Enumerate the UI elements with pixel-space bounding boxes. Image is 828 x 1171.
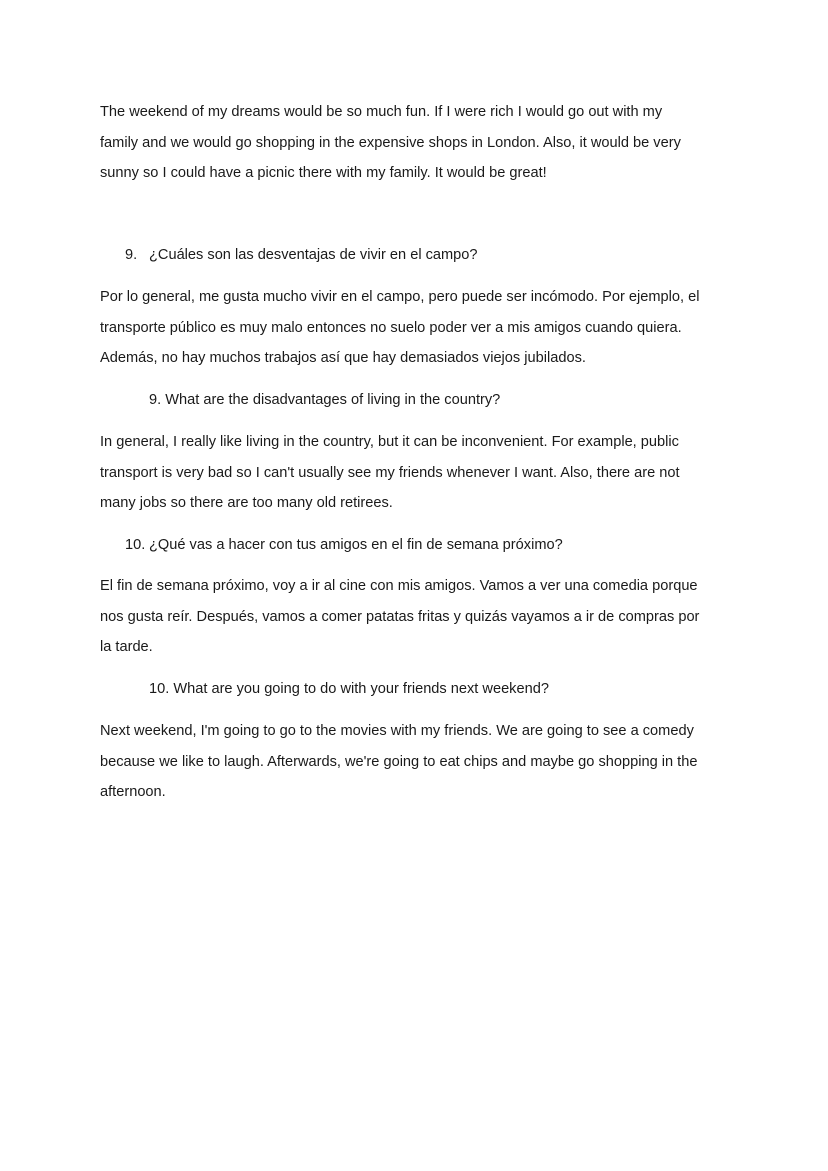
text-line: many jobs so there are too many old retirees.: [100, 495, 393, 511]
question-text: ¿Cuáles son las desventajas de vivir en el campo?: [149, 247, 478, 263]
text-line: afternoon.: [100, 784, 166, 800]
text-line: nos gusta reír. Después, vamos a comer patatas fritas y quizás vayamos a ir de compras por: [100, 608, 700, 625]
text-line: In general, I really like living in the country, but it can be inconvenient. For example, public: [100, 434, 679, 450]
answer-10-english: [100, 716, 740, 808]
intro-paragraph: [100, 97, 740, 189]
question-9-spanish: [125, 245, 478, 265]
text-line: Next weekend, I'm going to go to the movies with my friends. We are going to see a comedy: [100, 723, 694, 739]
question-text: ¿Qué vas a hacer con tus amigos en el fin de semana próximo?: [149, 537, 563, 553]
question-number: 10.: [125, 537, 146, 553]
text-line: transporte público es muy malo entonces no suelo poder ver a mis amigos cuando quiera.: [100, 319, 682, 336]
question-9-english: 9. What are the disadvantages of living in the country?: [149, 392, 501, 408]
question-number: 9.: [125, 247, 138, 263]
answer-10-spanish: [100, 571, 740, 663]
answer-9-spanish: [100, 282, 740, 374]
text-line: family and we would go shopping in the expensive shops in London. Also, it would be very: [100, 134, 681, 151]
text-line: transport is very bad so I can't usually see my friends whenever I want. Also, there are not: [100, 464, 680, 481]
text-line: sunny so I could have a picnic there with my family. It would be great!: [100, 165, 547, 181]
text-line: la tarde.: [100, 639, 153, 655]
text-line: Además, no hay muchos trabajos así que hay demasiados viejos jubilados.: [100, 350, 586, 366]
text-line: The weekend of my dreams would be so much fun. If I were rich I would go out with my: [100, 104, 663, 120]
question-10-english: 10. What are you going to do with your friends next weekend?: [149, 681, 549, 697]
text-line: El fin de semana próximo, voy a ir al cine con mis amigos. Vamos a ver una comedia porque: [100, 578, 698, 594]
question-10-spanish: [125, 535, 563, 555]
text-line: because we like to laugh. Afterwards, we're going to eat chips and maybe go shopping in the: [100, 753, 698, 770]
text-line: Por lo general, me gusta mucho vivir en el campo, pero puede ser incómodo. Por ejemplo, el: [100, 289, 700, 305]
answer-9-english: [100, 427, 740, 519]
